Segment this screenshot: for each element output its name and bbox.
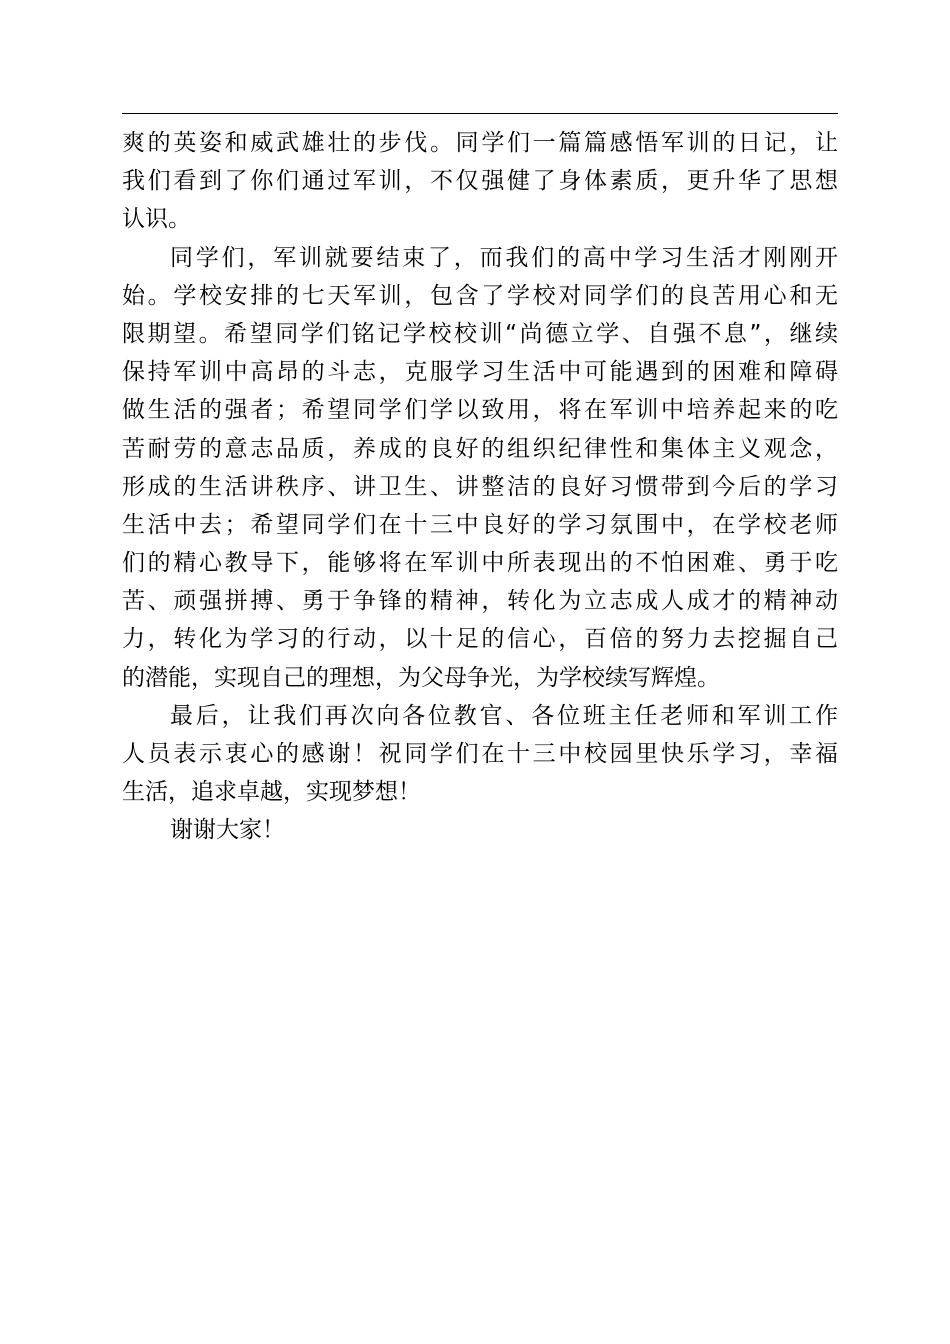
text-line: 力，转化为学习的行动，以十足的信心，百倍的努力去挖掘自己 <box>122 626 838 653</box>
text-line: 苦、顽强拼搏、勇于争锋的精神，转化为立志成人成才的精神动 <box>122 588 838 615</box>
text-line: 始。学校安排的七天军训，包含了学校对同学们的良苦用心和无 <box>122 282 838 309</box>
text-line: 生活中去；希望同学们在十三中良好的学习氛围中，在学校老师 <box>122 511 838 538</box>
text-line: 苦耐劳的意志品质，养成的良好的组织纪律性和集体主义观念， <box>122 435 838 462</box>
header-rule <box>122 113 838 114</box>
text-line: 限期望。希望同学们铭记学校校训“尚德立学、自强不息”，继续 <box>122 320 838 347</box>
text-line: 的潜能，实现自己的理想，为父母争光，为学校续写辉煌。 <box>122 664 720 691</box>
text-line: 做生活的强者；希望同学们学以致用，将在军训中培养起来的吃 <box>122 397 838 424</box>
text-line: 生活，追求卓越，实现梦想！ <box>122 779 421 806</box>
text-line: 最后，让我们再次向各位教官、各位班主任老师和军训工作 <box>170 702 838 729</box>
text-line: 们的精心教导下，能够将在军训中所表现出的不怕困难、勇于吃 <box>122 550 838 577</box>
text-line: 认识。 <box>122 206 191 233</box>
text-line: 同学们，军训就要结束了，而我们的高中学习生活才刚刚开 <box>170 244 838 271</box>
text-line: 保持军训中高昂的斗志，克服学习生活中可能遇到的困难和障碍 <box>122 359 838 386</box>
text-line: 我们看到了你们通过军训，不仅强健了身体素质，更升华了思想 <box>122 168 838 195</box>
text-line: 形成的生活讲秩序、讲卫生、讲整洁的良好习惯带到今后的学习 <box>122 473 838 500</box>
closing-line: 谢谢大家！ <box>170 817 285 844</box>
document-body <box>122 124 838 850</box>
text-line: 人员表示衷心的感谢！祝同学们在十三中校园里快乐学习，幸福 <box>122 741 838 767</box>
text-line: 爽的英姿和威武雄壮的步伐。同学们一篇篇感悟军训的日记，让 <box>122 130 838 156</box>
